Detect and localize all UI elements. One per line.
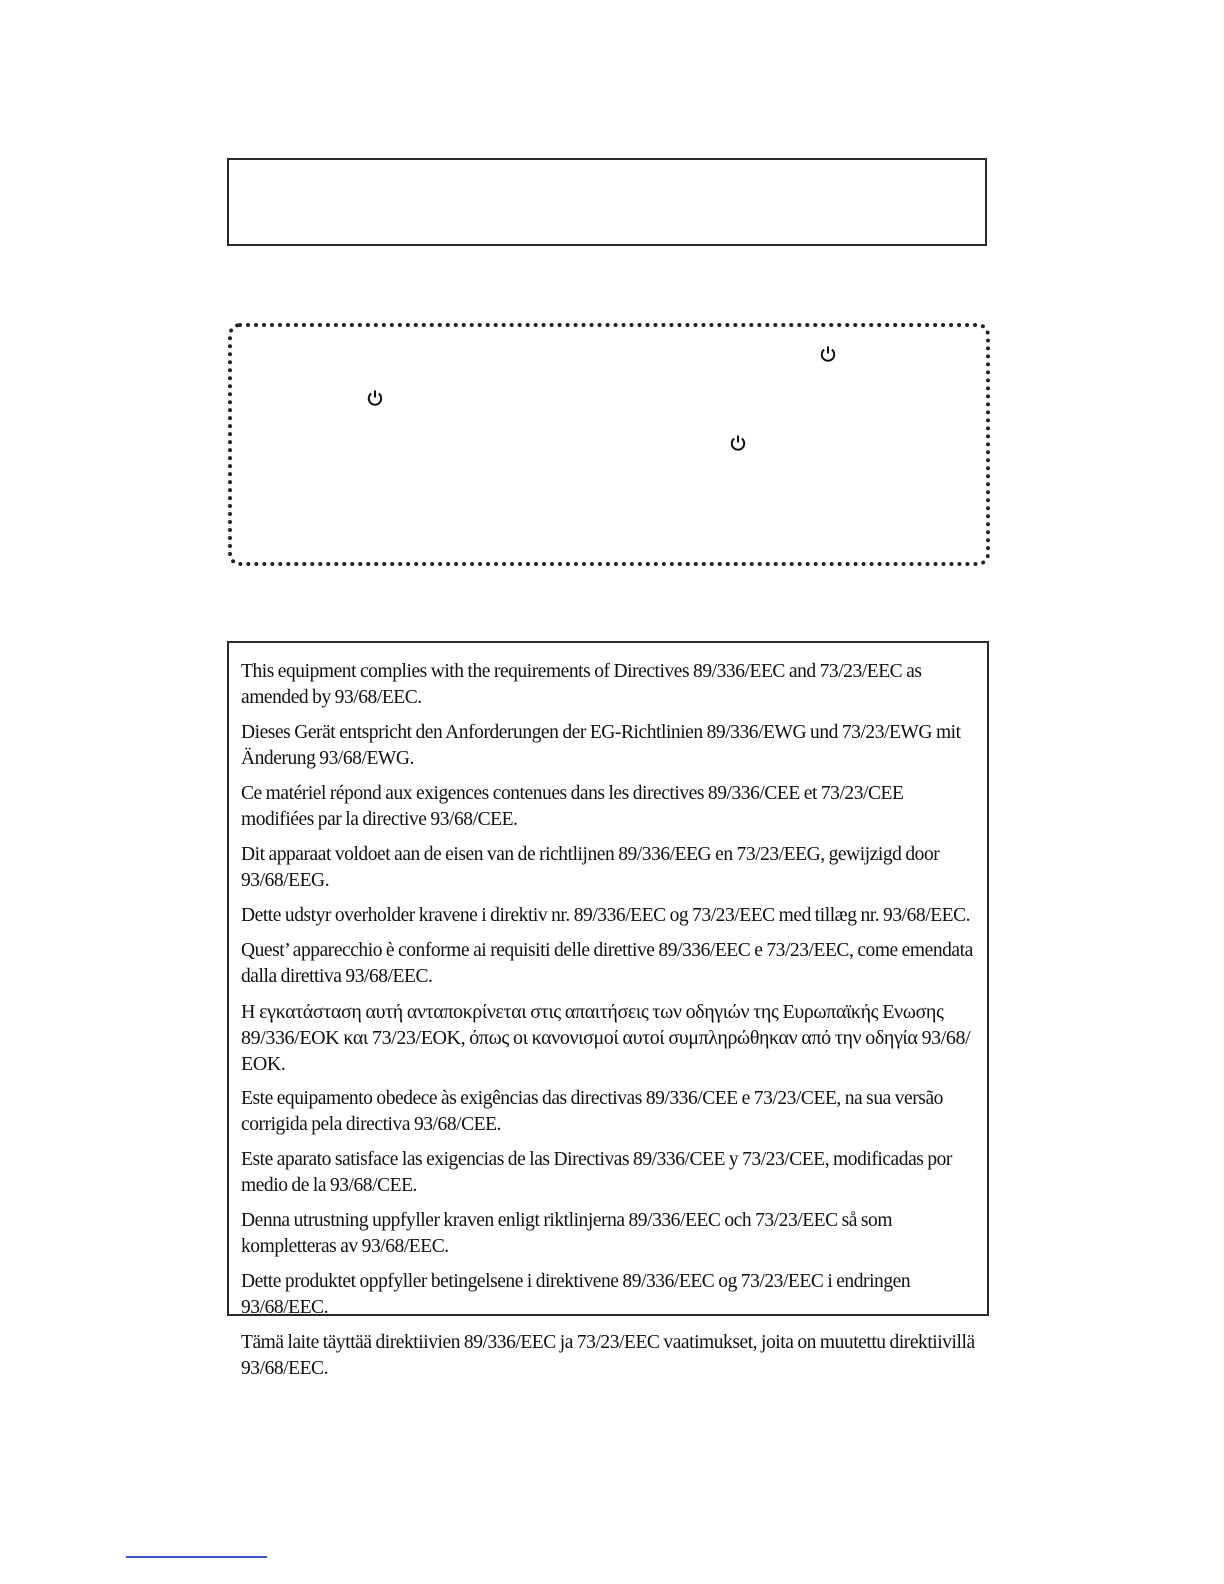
power-standby-icon <box>819 345 837 363</box>
power-standby-icon <box>366 389 384 407</box>
footer-rule <box>126 1556 267 1558</box>
compliance-swedish: Denna utrustning uppfyller kraven enligt riktlinjerna 89/336/EEC och 73/23/EEC så som kompletteras av 93/68/EEC. <box>241 1210 893 1257</box>
compliance-german: Dieses Gerät entspricht den Anforderungen der EG-Richtlinien 89/336/EWG und 73/23/EWG mit Änderung 93/68/EWG. <box>241 722 961 769</box>
compliance-english: This equipment complies with the requirements of Directives 89/336/EEC and 73/23/EEC as amended by 93/68/EEC. <box>241 661 922 708</box>
power-standby-icon <box>729 434 747 452</box>
compliance-finnish: Tämä laite täyttää direktiivien 89/336/EEC ja 73/23/EEC vaatimukset, joita on muutettu direktiivillä 93/68/EEC. <box>241 1332 975 1379</box>
standby-notice-box <box>228 323 990 566</box>
compliance-danish: Dette udstyr overholder kravene i direktiv nr. 89/336/EEC og 73/23/EEC med tillæg nr. 93/68/EEC. <box>241 905 971 926</box>
compliance-norwegian: Dette produktet oppfyller betingelsene i direktivene 89/336/EEC og 73/23/EEC i endringen 93/68/EEC. <box>241 1271 911 1318</box>
top-frame-box <box>227 158 987 246</box>
compliance-greek: Η εγκατάσταση αυτή ανταποκρίνεται στις απαιτήσεις των οδηγιών της Ευρωπαϊκής Ενωσης 89/336/ΕΟΚ και 73/23/ΕΟΚ, όπως οι κανονισμοί αυτοί συμπληρώθηκαν από την οδηγία 93/68/ΕΟΚ. <box>241 1001 971 1075</box>
power-standby-icon-svg <box>729 434 747 452</box>
compliance-spanish: Este aparato satisface las exigencias de las Directivas 89/336/CEE y 73/23/CEE, modificadas por medio de la 93/68/CEE. <box>241 1149 952 1196</box>
compliance-dutch: Dit apparaat voldoet aan de eisen van de richtlijnen 89/336/EEG en 73/23/EEG, gewijzigd door 93/68/EEG. <box>241 844 940 891</box>
power-standby-icon-svg <box>819 345 837 363</box>
eu-compliance-box <box>227 641 989 1379</box>
power-standby-icon-svg <box>366 389 384 407</box>
compliance-french: Ce matériel répond aux exigences contenues dans les directives 89/336/CEE et 73/23/CEE modifiées par la directive 93/68/CEE. <box>241 783 904 830</box>
compliance-italian: Quest’ apparecchio è conforme ai requisiti delle direttive 89/336/EEC e 73/23/EEC, come emendata dalla direttiva 93/68/EEC. <box>241 940 973 987</box>
compliance-portuguese: Este equipamento obedece às exigências das directivas 89/336/CEE e 73/23/CEE, na sua versão corrigida pela directiva 93/68/CEE. <box>241 1088 943 1135</box>
